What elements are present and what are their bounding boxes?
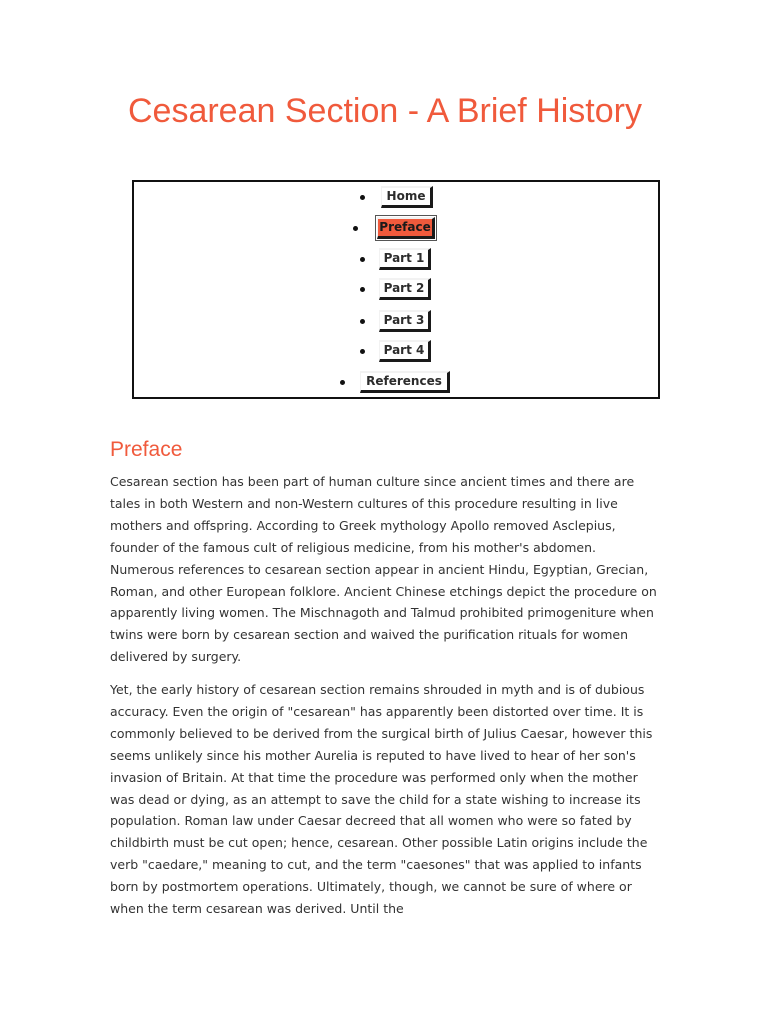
bullet-icon	[360, 319, 365, 324]
nav-item-part-2	[134, 276, 658, 302]
body-paragraph: Yet, the early history of cesarean section remains shrouded in myth and is of dubious accuracy. Even the origin of "cesarean" has apparently been distorted over time. It is commonly believed to be derived from the surgical birth of Julius Caesar, however this seems unlikely since his mother Aurelia is reputed to have lived to hear of her son's invasion of Britain. At that time the procedure was performed only when the mother was dead or dying, as an attempt to save the child for a state wishing to increase its population. Roman law under Caesar decreed that all women who were so fated by childbirth must be cut open; hence, cesarean. Other possible Latin origins include the verb "caedare," meaning to cut, and the term "caesones" that was applied to infants born by postmortem operations. Ultimately, though, we cannot be sure of where or when the term cesarean was derived. Until the	[110, 682, 653, 917]
bullet-icon	[340, 380, 345, 385]
nav-button-references[interactable]: References	[360, 371, 450, 393]
navigation-box	[132, 180, 660, 399]
page-title: Cesarean Section - A Brief History	[127, 92, 642, 130]
nav-item-part-4	[134, 338, 658, 364]
bullet-icon	[353, 226, 358, 231]
nav-button-part-2[interactable]: Part 2	[379, 278, 431, 300]
nav-button-part-1[interactable]: Part 1	[379, 248, 431, 270]
nav-button-home[interactable]: Home	[381, 186, 433, 208]
bullet-icon	[360, 349, 365, 354]
nav-button-part-3[interactable]: Part 3	[379, 310, 431, 332]
nav-item-preface	[134, 215, 658, 241]
bullet-icon	[360, 257, 365, 262]
nav-button-preface[interactable]: Preface	[377, 217, 435, 239]
section-heading: Preface	[110, 438, 183, 461]
nav-button-part-4[interactable]: Part 4	[379, 340, 431, 362]
bullet-icon	[360, 195, 365, 200]
bullet-icon	[360, 287, 365, 292]
nav-item-part-1	[134, 246, 658, 272]
body-paragraph: Cesarean section has been part of human culture since ancient times and there are tales in both Western and non-Western cultures of this procedure resulting in live mothers and offspring. According to Greek mythology Apollo removed Asclepius, founder of the famous cult of religious medicine, from his mother's abdomen. Numerous references to cesarean section appear in ancient Hindu, Egyptian, Grecian, Roman, and other European folklore. Ancient Chinese etchings depict the procedure on apparently living women. The Mischnagoth and Talmud prohibited primogeniture when twins were born by cesarean section and waived the purification rituals for women delivered by surgery.	[110, 474, 657, 665]
nav-item-references	[134, 369, 658, 395]
nav-item-home	[134, 184, 658, 210]
nav-item-part-3	[134, 308, 658, 334]
